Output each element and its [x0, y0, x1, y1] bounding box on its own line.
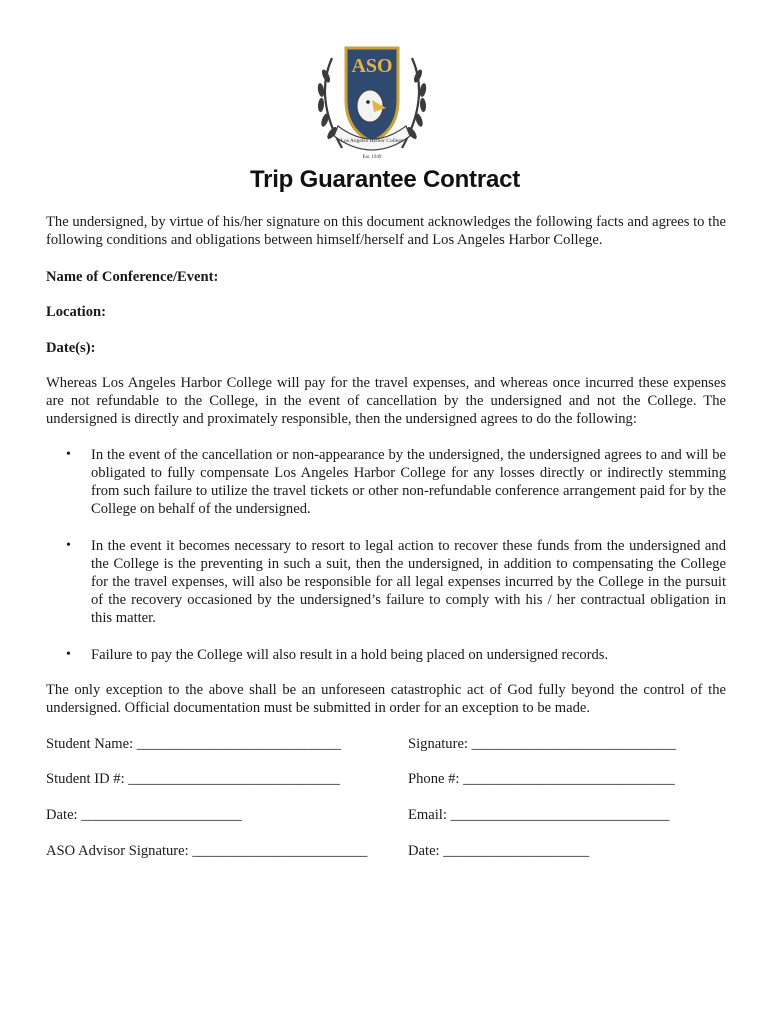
aso-crest-logo	[302, 38, 442, 166]
advisor-signature-line[interactable]: ASO Advisor Signature: ________________________	[46, 843, 368, 859]
logo-established: Est. 1949	[362, 155, 382, 160]
bullet-marker: •	[66, 538, 71, 553]
bullet-item: In the event of the cancellation or non-appearance by the undersigned, the undersigned agrees to and will be obligated to fully compensate Los Angeles Harbor College for any losses directly or indirectly stemming from such failure to utilize the travel tickets or other non-refundable conference arrangement paid for by the College on behalf of the undersigned.	[91, 447, 726, 517]
signature-line[interactable]: Signature: ____________________________	[408, 736, 676, 752]
intro-paragraph: The undersigned, by virtue of his/her signature on this document acknowledges the following facts and agrees to the following conditions and obligations between himself/herself and Los Angeles Harbor College.	[46, 214, 726, 248]
advisor-date-line[interactable]: Date: ____________________	[408, 843, 590, 859]
dates-field-label: Date(s):	[46, 340, 96, 356]
conference-field-label: Name of Conference/Event:	[46, 269, 219, 285]
student-name-line[interactable]: Student Name: ____________________________	[46, 736, 342, 752]
logo-ribbon-text: Los Angeles Harbor College	[340, 138, 404, 144]
bullet-item: In the event it becomes necessary to resort to legal action to recover these funds from the undersigned and the College is the preventing in such a suit, then the undersigned, in addition to compensating the College for the travel expenses, will also be responsible for all legal expenses incurred by the College in the pursuit of the recovery occasioned by the undersigned’s failure to comply with his / her contractual obligation in this matter.	[91, 538, 726, 626]
bullet-item: Failure to pay the College will also result in a hold being placed on undersigned records.	[91, 647, 609, 663]
phone-line[interactable]: Phone #: _____________________________	[408, 771, 675, 787]
logo-acronym: ASO	[351, 55, 393, 77]
page-title: Trip Guarantee Contract	[249, 166, 521, 193]
exception-paragraph: The only exception to the above shall be an unforeseen catastrophic act of God fully beyond the control of the undersigned. Official documentation must be submitted in order for an exception to be made.	[46, 682, 726, 716]
email-line[interactable]: Email: ______________________________	[408, 807, 670, 823]
bullet-marker: •	[66, 647, 71, 662]
student-id-line[interactable]: Student ID #: _____________________________	[46, 771, 340, 787]
whereas-paragraph: Whereas Los Angeles Harbor College will pay for the travel expenses, and whereas once incurred these expenses are not refundable to the College, in the event of cancellation by the undersigned and not the College. The undersigned is directly and proximately responsible, then the undersigned agrees to do the following:	[46, 375, 726, 427]
date-line[interactable]: Date: ______________________	[46, 807, 242, 823]
location-field-label: Location:	[46, 304, 106, 320]
bullet-marker: •	[66, 447, 71, 462]
